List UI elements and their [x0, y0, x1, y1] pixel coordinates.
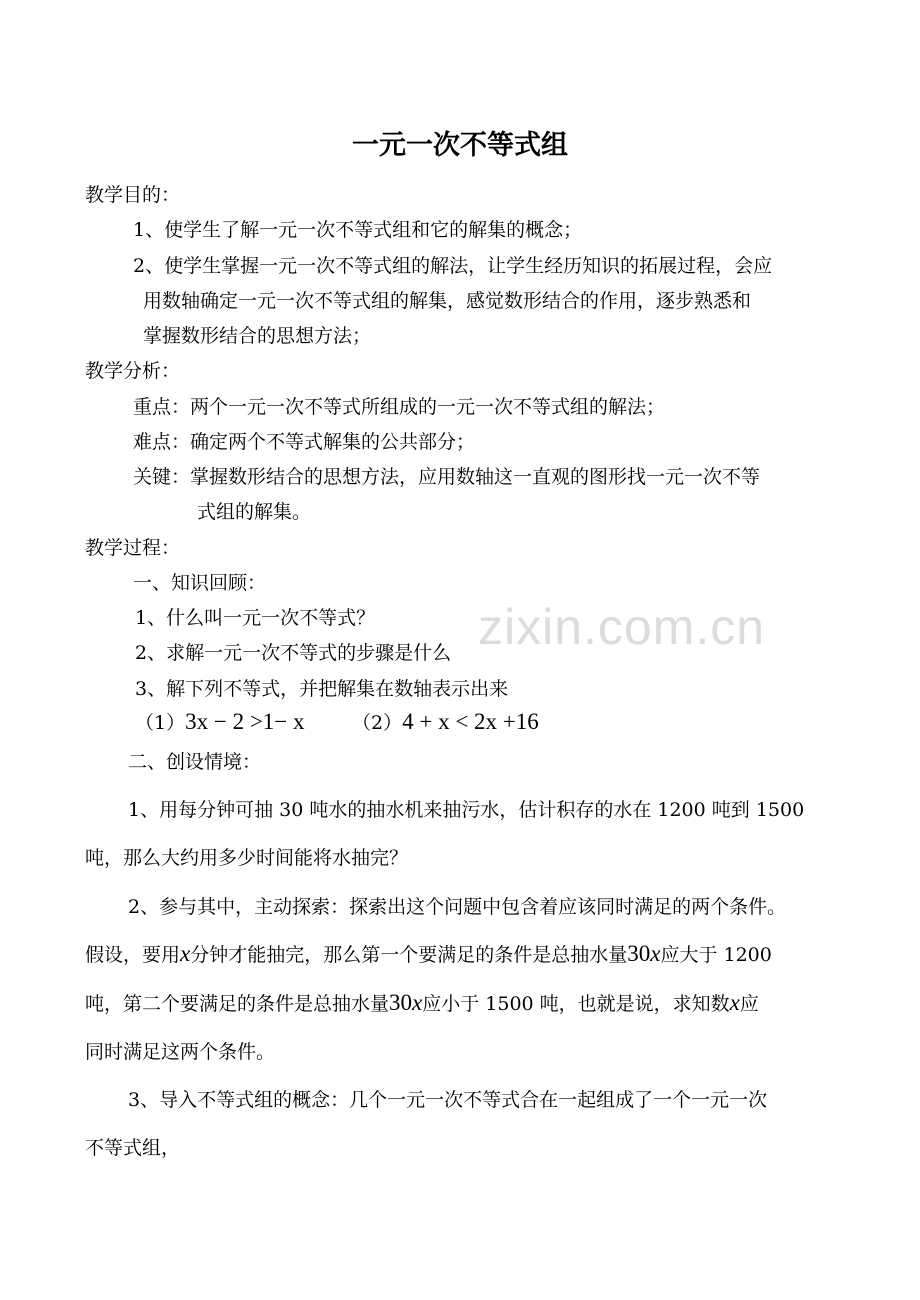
variable-x: x — [180, 941, 191, 966]
review-question-1: 1、什么叫一元一次不等式？ — [135, 607, 376, 629]
paragraph-2-line-3 — [85, 991, 759, 1016]
objective-item-2-line-2: 用数轴确定一元一次不等式组的解集，感觉数形结合的作用，逐步熟悉和 — [143, 290, 752, 312]
objective-item-2-line-3: 掌握数形结合的思想方法； — [143, 325, 372, 347]
paragraph-1-line-2: 吨，那么大约用多少时间能将水抽完？ — [85, 847, 409, 869]
key-point-label: 重点： — [133, 396, 191, 418]
p2-text-c: 应大于 1200 — [660, 944, 772, 966]
exercise-2-label: （2） — [352, 712, 403, 734]
p2-text-f: 应 — [739, 993, 759, 1015]
document-title: 一元一次不等式组 — [352, 130, 568, 161]
paragraph-2-line-2 — [85, 942, 772, 967]
exercise-1-label: （1） — [135, 712, 186, 734]
scenario-heading: 二、创设情境： — [128, 751, 262, 773]
p2-text-e: 应小于 1500 吨，也就是说，求知数 — [422, 993, 730, 1015]
objective-item-1: 1、使学生了解一元一次不等式组和它的解集的概念； — [133, 219, 583, 241]
exercise-2-expression: 4 + x < 2x +16 — [402, 709, 539, 734]
exercise-1-expression: 3x − 2 >1− x — [185, 709, 305, 734]
coefficient-30: 30 — [627, 941, 651, 966]
crux-text-line-1: 掌握数形结合的思想方法，应用数轴这一直观的图形找一元一次不等 — [190, 466, 761, 488]
p2-text-d: 吨，第二个要满足的条件是总抽水量 — [85, 993, 390, 1015]
process-heading: 教学过程： — [85, 537, 181, 559]
crux-text-line-2: 式组的解集。 — [197, 501, 312, 523]
paragraph-1-line-1: 1、用每分钟可抽 30 吨水的抽水机来抽污水，估计积存的水在 1200 吨到 1500 — [128, 799, 805, 821]
analysis-key-point — [133, 395, 665, 419]
crux-label: 关键： — [133, 466, 191, 488]
paragraph-3-line-2: 不等式组， — [85, 1137, 181, 1159]
difficult-point-text: 确定两个不等式解集的公共部分； — [190, 431, 476, 453]
expression-30x — [389, 990, 422, 1015]
review-heading: 一、知识回顾： — [133, 572, 267, 594]
variable-x: x — [650, 941, 661, 966]
paragraph-2-line-4: 同时满足这两个条件。 — [85, 1041, 276, 1063]
review-question-2: 2、求解一元一次不等式的步骤是什么 — [135, 642, 452, 664]
analysis-crux — [133, 465, 760, 489]
objectives-heading: 教学目的： — [85, 184, 181, 206]
expression-30x — [627, 941, 660, 966]
objective-item-2-line-1: 2、使学生掌握一元一次不等式组的解法，让学生经历知识的拓展过程，会应 — [133, 255, 773, 277]
coefficient-30: 30 — [389, 990, 413, 1015]
analysis-heading: 教学分析： — [85, 360, 181, 382]
p2-text-b: 分钟才能抽完，那么第一个要满足的条件是总抽水量 — [190, 944, 628, 966]
key-point-text: 两个一元一次不等式所组成的一元一次不等式组的解法； — [190, 396, 666, 418]
exercise-2 — [352, 710, 539, 735]
analysis-difficult-point — [133, 430, 475, 454]
p2-text-a: 假设，要用 — [85, 944, 181, 966]
variable-x: x — [729, 990, 740, 1015]
variable-x: x — [412, 990, 423, 1015]
watermark: zixin.com.cn — [478, 599, 766, 655]
paragraph-3-line-1: 3、导入不等式组的概念：几个一元一次不等式合在一起组成了一个一元一次 — [128, 1089, 768, 1111]
exercise-1 — [135, 710, 305, 735]
review-question-3: 3、解下列不等式，并把解集在数轴表示出来 — [135, 678, 509, 700]
difficult-point-label: 难点： — [133, 431, 191, 453]
paragraph-2-line-1: 2、参与其中，主动探索：探索出这个问题中包含着应该同时满足的两个条件。 — [128, 896, 787, 918]
